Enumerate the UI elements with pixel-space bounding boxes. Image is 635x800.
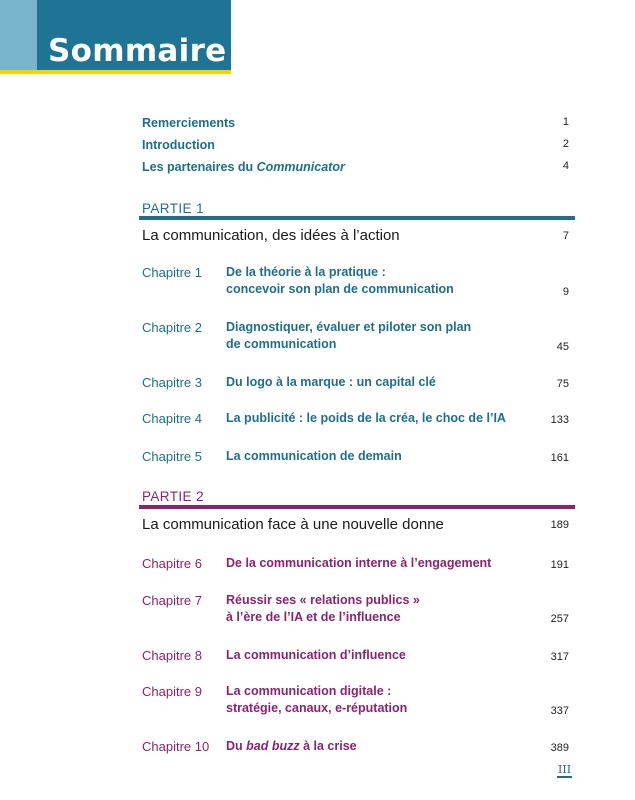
header-underline bbox=[0, 70, 231, 74]
toc-entry-label: Les partenaires du bbox=[142, 160, 257, 174]
chapter-title: Réussir ses « relations publics » à l’ère de l’IA et de l’influence bbox=[226, 593, 420, 624]
chapter-title: La publicité : le poids de la créa, le choc de l’IA bbox=[226, 411, 506, 425]
page-folio: III bbox=[558, 763, 572, 776]
chapter-page: 9 bbox=[562, 286, 569, 298]
part-2-title-row[interactable] bbox=[142, 516, 569, 533]
chapter-page: 161 bbox=[550, 452, 569, 464]
toc-entry-page: 1 bbox=[562, 116, 569, 128]
part-2-rule bbox=[139, 505, 575, 509]
chapter-title: Du bad buzz à la crise bbox=[226, 739, 357, 753]
chapter-page: 191 bbox=[550, 559, 569, 571]
chapter-number: Chapitre 2 bbox=[142, 320, 202, 335]
chapter-number: Chapitre 1 bbox=[142, 265, 202, 280]
toc-entry-page: 4 bbox=[562, 160, 569, 172]
chapter-page: 257 bbox=[550, 613, 569, 625]
chapter-title: La communication digitale : stratégie, canaux, e-réputation bbox=[226, 684, 408, 715]
toc-entry-page: 2 bbox=[562, 138, 569, 150]
chapter-title: Du logo à la marque : un capital clé bbox=[226, 375, 436, 389]
part-1-label: PARTIE 1 bbox=[142, 201, 204, 216]
page-title: Sommaire bbox=[48, 33, 227, 69]
chapter-title: Diagnostiquer, évaluer et piloter son plan de communication bbox=[226, 320, 472, 351]
chapter-page: 133 bbox=[550, 414, 569, 426]
chapter-page: 317 bbox=[550, 651, 569, 663]
chapter-page: 337 bbox=[550, 705, 569, 717]
part-2-label: PARTIE 2 bbox=[142, 489, 204, 504]
chapter-number: Chapitre 6 bbox=[142, 556, 202, 571]
chapter-number: Chapitre 8 bbox=[142, 648, 202, 663]
part-1-title: La communication, des idées à l’action bbox=[142, 227, 400, 244]
part-1-page: 7 bbox=[562, 230, 569, 242]
chapter-page: 389 bbox=[550, 742, 569, 754]
chapter-number: Chapitre 5 bbox=[142, 449, 202, 464]
chapter-number: Chapitre 4 bbox=[142, 411, 202, 426]
chapter-title: La communication de demain bbox=[226, 449, 402, 463]
toc-entry-partenaires[interactable] bbox=[142, 160, 569, 174]
chapter-title: La communication d’influence bbox=[226, 648, 406, 662]
part-2-title: La communication face à une nouvelle donne bbox=[142, 516, 444, 533]
chapter-title: De la communication interne à l’engagement bbox=[226, 556, 492, 570]
chapter-number: Chapitre 9 bbox=[142, 684, 202, 699]
chapter-page: 45 bbox=[556, 341, 569, 353]
part-2-page: 189 bbox=[550, 519, 569, 531]
toc-entry-label-italic: Communicator bbox=[256, 160, 345, 174]
chapter-title: De la théorie à la pratique : concevoir son plan de communication bbox=[226, 265, 454, 296]
toc-entry-introduction[interactable] bbox=[142, 138, 569, 152]
chapter-number: Chapitre 3 bbox=[142, 375, 202, 390]
chapter-page: 75 bbox=[556, 378, 569, 390]
header-notch bbox=[0, 0, 37, 70]
chapter-number: Chapitre 10 bbox=[142, 739, 210, 754]
toc-entry-label: Remerciements bbox=[142, 116, 236, 130]
toc-entry-label: Introduction bbox=[142, 138, 215, 152]
toc-entry-remerciements[interactable] bbox=[142, 116, 569, 130]
part-1-title-row[interactable] bbox=[142, 227, 569, 244]
part-1-rule bbox=[139, 216, 575, 220]
chapter-number: Chapitre 7 bbox=[142, 593, 202, 608]
